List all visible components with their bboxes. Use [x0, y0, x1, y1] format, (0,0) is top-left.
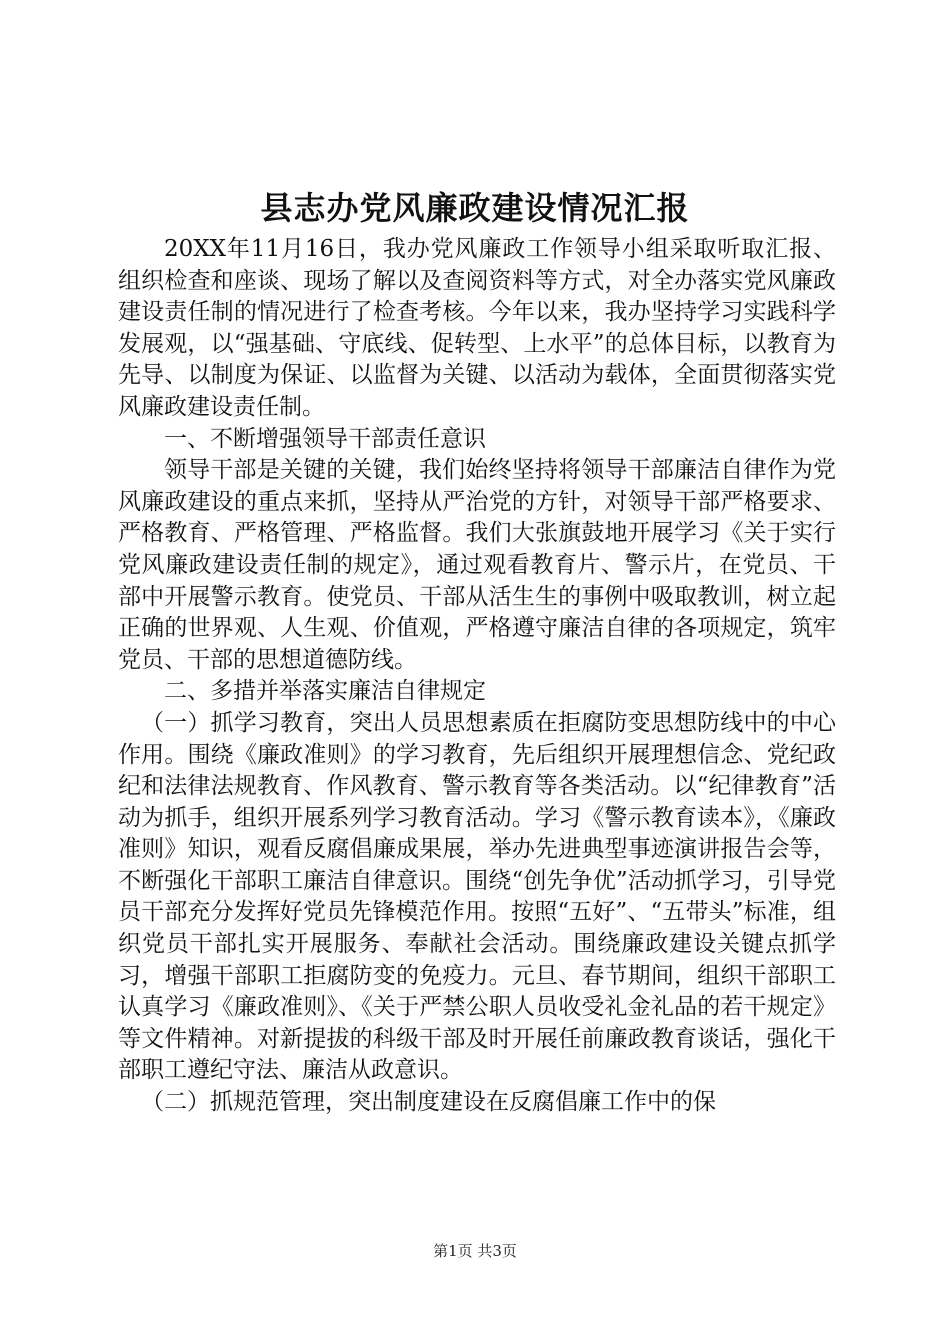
document-title: 县志办党风廉政建设情况汇报	[260, 189, 690, 227]
intro-paragraph: 20XX年11月16日，我办党风廉政工作领导小组采取听取汇报、组织检查和座谈、现场了解以及查阅资料等方式，对全办落实党风廉政建设责任制的情况进行了检查考核。今年以来，我办坚持学习实践科学发展观，以“强基础、守底线、促转型、上水平”的总体目标，以教育为先导、以制度为保证、以监督为关键、以活动为载体，全面贯彻落实党风廉政建设责任制。	[118, 236, 836, 420]
page-footer: 第1页 共3页	[433, 1242, 517, 1260]
section-heading-1: 一、不断增强领导干部责任意识	[164, 425, 486, 452]
section-heading-2: 二、多措并举落实廉洁自律规定	[164, 678, 486, 705]
document-body	[118, 234, 836, 1119]
section-2-item-1-paragraph: （一）抓学习教育，突出人员思想素质在拒腐防变思想防线中的中心作用。围绕《廉政准则》的学习教育，先后组织开展理想信念、党纪政纪和法律法规教育、作风教育、警示教育等各类活动。以“纪律教育”活动为抓手，组织开展系列学习教育活动。学习《警示教育读本》，《廉政准则》知识，观看反腐倡廉成果展，举办先进典型事迹演讲报告会等，不断强化干部职工廉洁自律意识。围绕“创先争优”活动抓学习，引导党员干部充分发挥好党员先锋模范作用。按照“五好”、“五带头”标准，组织党员干部扎实开展服务、奉献社会活动。围绕廉政建设关键点抓学习，增强干部职工拒腐防变的免疫力。元旦、春节期间，组织干部职工认真学习《廉政准则》、《关于严禁公职人员收受礼金礼品的若干规定》等文件精神。对新提拔的科级干部及时开展任前廉政教育谈话，强化干部职工遵纪守法、廉洁从政意识。	[118, 709, 836, 1084]
section-2-item-2-paragraph: （二）抓规范管理，突出制度建设在反腐倡廉工作中的保	[141, 1089, 716, 1116]
section-1-paragraph: 领导干部是关键的关键，我们始终坚持将领导干部廉洁自律作为党风廉政建设的重点来抓，坚持从严治党的方针，对领导干部严格要求、严格教育、严格管理、严格监督。我们大张旗鼓地开展学习《关于实行党风廉政建设责任制的规定》，通过观看教育片、警示片，在党员、干部中开展警示教育。使党员、干部从活生生的事例中吸取教训，树立起正确的世界观、人生观、价值观，严格遵守廉洁自律的各项规定，筑牢党员、干部的思想道德防线。	[118, 457, 836, 673]
